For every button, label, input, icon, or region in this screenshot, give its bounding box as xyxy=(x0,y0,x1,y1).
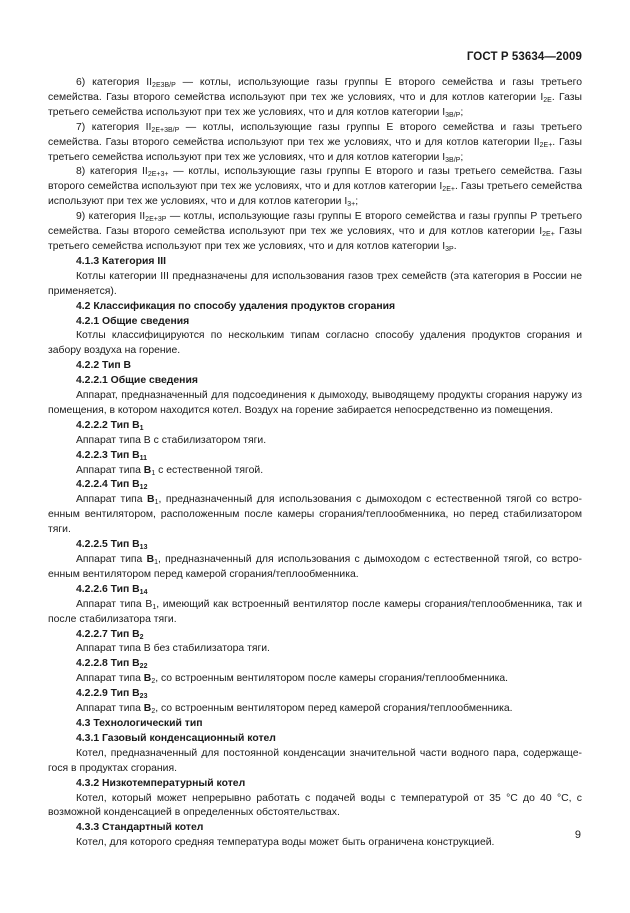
section-paragraph: Аппарат типа $В_1$, предназначенный для использования с дымоходом с естественной тягой со встроенным вентилятором, расположенным после камеры сгорания/теплообменника, но перед стабилизатором тяги. xyxy=(48,494,582,536)
page-number: 9 xyxy=(574,829,581,841)
section-paragraph: Аппарат типа $В_1$, предназначенный для использования с дымоходом с естественной тягой, со встроенным вентилятором перед камерой сгорания/теплообменника. xyxy=(48,554,582,580)
section-heading: 4.2.2.9 Тип $В_{23}$ xyxy=(76,688,148,701)
category-8-paragraph: 8) категория $II_{2Е+3+}$ — котлы, использующие газы группы Е второго и газы третьего семейства. Газы второго семейства используют при тех же условиях, что и для котлов категории $I_{2Е+}$. Газы третьего семейства используют при тех же условиях, что и для котлов категории $I_{3+}$; xyxy=(48,166,582,209)
category-6-paragraph: 6) категория $II_{2Е3В/Р}$ — котлы, использующие газы группы Е второго семейства и газы третьего семейства. Газы второго семейства используют при тех же условиях, что и для котлов категории $I_{2Е}$. Газы третьего семейства используют при тех же условиях, что и для котлов категории $I_{3В/Р}$; xyxy=(48,77,582,119)
section-heading: 4.2.2.2 Тип $В_1$ xyxy=(76,419,144,432)
section-paragraph: Аппарат типа $В_2$, со встроенным вентилятором перед камерой сгорания/теплообменника. xyxy=(76,703,513,716)
section-paragraph: Котел, для которого средняя температура воды может быть ограничена конструкцией. xyxy=(76,837,495,849)
section-heading: 4.2.2 Тип В xyxy=(76,360,132,372)
section-paragraph: Аппарат типа В с стабилизатором тяги. xyxy=(76,434,267,446)
section-heading: 4.3.3 Стандартный котел xyxy=(76,822,204,834)
section-paragraph: Котлы категории III предназначены для использования газов трех семейств (эта категория в России не применяется). xyxy=(48,270,582,297)
category-9-paragraph: 9) категория $II_{2Е+3Р}$ — котлы, использующие газы группы Е второго семейства и газы группы Р третьего семейства. Газы второго семейства используют при тех же условиях, что и для котлов категории $I_{2Е+}$ Газы третьего семейства используют при тех же условиях, что и для котлов категории $I_{3Р}$. xyxy=(48,211,582,253)
section-heading: 4.2.2.6 Тип $В_{14}$ xyxy=(76,583,148,596)
section-paragraph: Аппарат типа $В_1$, имеющий как встроенный вентилятор после камеры сгорания/теплообменника, так и после стабилизатора тяги. xyxy=(48,598,582,625)
section-heading: 4.2 Классификация по способу удаления продуктов сгорания xyxy=(76,300,396,312)
page-body xyxy=(48,76,582,851)
section-paragraph: Аппарат типа $В_2$, со встроенным вентилятором после камеры сгорания/теплообменника. xyxy=(76,673,509,686)
section-paragraph: Котлы классифицируются по нескольким типам согласно способу удаления продуктов сгорания и забору воздуха на горение. xyxy=(48,330,582,357)
category-7-paragraph: 7) категория $II_{2Е+3В/Р}$ — котлы, использующие газы группы Е второго семейства и газы третьего семейства. Газы второго семейства используют при тех же условиях, что и для котлов категории $II_{2Е+}$. Газы третьего семейства используют при тех же условиях, что и для котлов категории $I_{3В/Р}$; xyxy=(48,121,583,164)
section-heading: 4.2.2.7 Тип $В_2$ xyxy=(76,628,144,641)
section-heading: 4.2.2.4 Тип $В_{12}$ xyxy=(76,479,148,492)
section-heading: 4.3.1 Газовый конденсационный котел xyxy=(76,732,276,744)
section-heading: 4.3.2 Низкотемпературный котел xyxy=(76,777,246,789)
section-heading: 4.1.3 Категория III xyxy=(76,255,166,267)
section-heading: 4.2.2.8 Тип $В_{22}$ xyxy=(76,658,148,671)
document-header: ГОСТ Р 53634—2009 xyxy=(466,51,582,63)
section-heading: 4.2.2.5 Тип $В_{13}$ xyxy=(76,539,148,552)
section-paragraph: Котел, который может непрерывно работать с подачей воды с температурой от 35 °С до 40 °С, с возможной конденсацией в определенных обстоятельствах. xyxy=(48,792,582,819)
section-paragraph: Аппарат, предназначенный для подсоединения к дымоходу, выводящему продукты сгорания наружу из помещения, в котором находится котел. Воздух на горение забирается непосредственно из помещения. xyxy=(48,390,582,416)
section-heading: 4.2.2.1 Общие сведения xyxy=(76,375,198,387)
section-paragraph: Аппарат типа $В_1$ с естественной тягой. xyxy=(76,464,264,477)
section-heading: 4.3 Технологический тип xyxy=(76,717,203,729)
section-heading: 4.2.1 Общие сведения xyxy=(76,315,190,327)
section-paragraph: Котел, предназначенный для постоянной конденсации значительной части водного пара, содержащегося в продуктах сгорания. xyxy=(48,747,582,774)
section-paragraph: Аппарат типа В без стабилизатора тяги. xyxy=(76,643,270,655)
section-heading: 4.2.2.3 Тип $В_{11}$ xyxy=(76,449,148,462)
